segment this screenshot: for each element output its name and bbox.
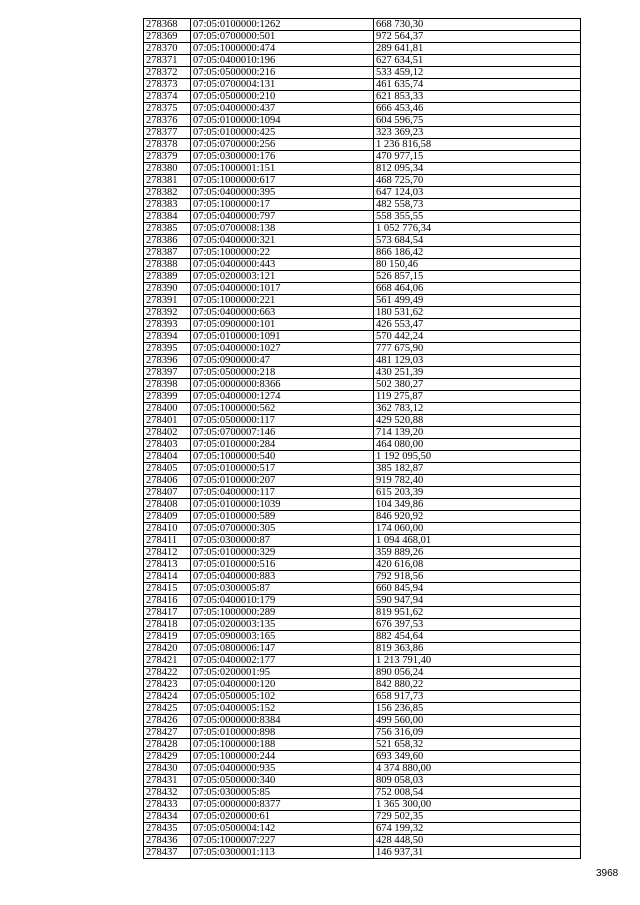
cadastral-value-cell: 919 782,40 [374,475,581,487]
table-row [144,583,581,595]
table-row [144,319,581,331]
cadastral-number-cell: 07:05:0200003:121 [191,271,374,283]
table-row [144,355,581,367]
cadastral-number-cell: 07:05:1000000:562 [191,403,374,415]
cadastral-value-cell: 972 564,37 [374,31,581,43]
row-number-cell: 278412 [144,547,191,559]
row-number-cell: 278410 [144,523,191,535]
row-number-cell: 278374 [144,91,191,103]
cadastral-value-cell: 660 845,94 [374,583,581,595]
cadastral-value-cell: 156 236,85 [374,703,581,715]
cadastral-value-cell: 359 889,26 [374,547,581,559]
cadastral-number-cell: 07:05:0100000:1039 [191,499,374,511]
cadastral-value-cell: 180 531,62 [374,307,581,319]
cadastral-number-cell: 07:05:0500005:102 [191,691,374,703]
row-number-cell: 278389 [144,271,191,283]
cadastral-number-cell: 07:05:0500000:210 [191,91,374,103]
cadastral-value-cell: 80 150,46 [374,259,581,271]
cadastral-value-cell: 119 275,87 [374,391,581,403]
row-number-cell: 278396 [144,355,191,367]
row-number-cell: 278413 [144,559,191,571]
table-row [144,187,581,199]
table-row [144,811,581,823]
table-row [144,19,581,31]
cadastral-value-cell: 621 853,33 [374,91,581,103]
cadastral-value-cell: 676 397,53 [374,619,581,631]
table-row [144,799,581,811]
cadastral-number-cell: 07:05:0400000:1274 [191,391,374,403]
row-number-cell: 278400 [144,403,191,415]
cadastral-value-cell: 420 616,08 [374,559,581,571]
row-number-cell: 278381 [144,175,191,187]
table-row [144,763,581,775]
row-number-cell: 278421 [144,655,191,667]
table-row [144,835,581,847]
cadastral-number-cell: 07:05:1000000:188 [191,739,374,751]
cadastral-value-cell: 658 917,73 [374,691,581,703]
table-body [144,19,581,859]
cadastral-value-cell: 573 684,54 [374,235,581,247]
cadastral-number-cell: 07:05:0900000:47 [191,355,374,367]
row-number-cell: 278414 [144,571,191,583]
table-row [144,91,581,103]
row-number-cell: 278433 [144,799,191,811]
row-number-cell: 278397 [144,367,191,379]
row-number-cell: 278411 [144,535,191,547]
cadastral-number-cell: 07:05:0700004:131 [191,79,374,91]
row-number-cell: 278423 [144,679,191,691]
cadastral-value-cell: 521 658,32 [374,739,581,751]
cadastral-value-cell: 146 937,31 [374,847,581,859]
cadastral-value-cell: 526 857,15 [374,271,581,283]
cadastral-number-cell: 07:05:0400000:797 [191,211,374,223]
cadastral-value-cell: 430 251,39 [374,367,581,379]
table-row [144,823,581,835]
cadastral-number-cell: 07:05:0700000:256 [191,139,374,151]
row-number-cell: 278376 [144,115,191,127]
table-row [144,379,581,391]
cadastral-value-cell: 558 355,55 [374,211,581,223]
cadastral-value-cell: 890 056,24 [374,667,581,679]
cadastral-number-cell: 07:05:0100000:284 [191,439,374,451]
cadastral-value-cell: 615 203,39 [374,487,581,499]
cadastral-number-cell: 07:05:0100000:898 [191,727,374,739]
cadastral-value-cell: 1 192 095,50 [374,451,581,463]
row-number-cell: 278434 [144,811,191,823]
table-row [144,679,581,691]
cadastral-value-cell: 674 199,32 [374,823,581,835]
row-number-cell: 278403 [144,439,191,451]
cadastral-value-cell: 482 558,73 [374,199,581,211]
cadastral-value-cell: 533 459,12 [374,67,581,79]
table-row [144,415,581,427]
cadastral-number-cell: 07:05:0100000:589 [191,511,374,523]
cadastral-number-cell: 07:05:0400005:152 [191,703,374,715]
cadastral-number-cell: 07:05:1000000:244 [191,751,374,763]
cadastral-value-table [143,18,581,859]
cadastral-number-cell: 07:05:0100000:1094 [191,115,374,127]
row-number-cell: 278391 [144,295,191,307]
cadastral-number-cell: 07:05:0500000:117 [191,415,374,427]
row-number-cell: 278398 [144,379,191,391]
cadastral-value-cell: 323 369,23 [374,127,581,139]
cadastral-number-cell: 07:05:1000000:17 [191,199,374,211]
row-number-cell: 278427 [144,727,191,739]
cadastral-number-cell: 07:05:0100000:425 [191,127,374,139]
table-row [144,427,581,439]
row-number-cell: 278373 [144,79,191,91]
table-row [144,847,581,859]
cadastral-value-cell: 812 095,34 [374,163,581,175]
cadastral-number-cell: 07:05:0900000:101 [191,319,374,331]
table-row [144,79,581,91]
row-number-cell: 278405 [144,463,191,475]
cadastral-number-cell: 07:05:0100000:329 [191,547,374,559]
cadastral-number-cell: 07:05:0400000:395 [191,187,374,199]
cadastral-value-cell: 668 464,06 [374,283,581,295]
cadastral-value-cell: 1 213 791,40 [374,655,581,667]
cadastral-value-cell: 385 182,87 [374,463,581,475]
table-row [144,31,581,43]
cadastral-value-cell: 1 052 776,34 [374,223,581,235]
row-number-cell: 278401 [144,415,191,427]
cadastral-number-cell: 07:05:0700000:501 [191,31,374,43]
cadastral-value-cell: 846 920,92 [374,511,581,523]
row-number-cell: 278392 [144,307,191,319]
row-number-cell: 278380 [144,163,191,175]
row-number-cell: 278407 [144,487,191,499]
cadastral-number-cell: 07:05:0100000:1091 [191,331,374,343]
cadastral-value-cell: 647 124,03 [374,187,581,199]
cadastral-number-cell: 07:05:0400000:437 [191,103,374,115]
cadastral-number-cell: 07:05:0400010:196 [191,55,374,67]
row-number-cell: 278385 [144,223,191,235]
row-number-cell: 278429 [144,751,191,763]
cadastral-number-cell: 07:05:0500000:340 [191,775,374,787]
cadastral-value-cell: 627 634,51 [374,55,581,67]
cadastral-value-cell: 819 363,86 [374,643,581,655]
row-number-cell: 278418 [144,619,191,631]
table-row [144,523,581,535]
row-number-cell: 278386 [144,235,191,247]
table-row [144,499,581,511]
table-row [144,739,581,751]
table-row [144,103,581,115]
cadastral-number-cell: 07:05:1000000:474 [191,43,374,55]
cadastral-number-cell: 07:05:0100000:517 [191,463,374,475]
table-row [144,331,581,343]
row-number-cell: 278379 [144,151,191,163]
row-number-cell: 278416 [144,595,191,607]
table-row [144,547,581,559]
cadastral-value-cell: 499 560,00 [374,715,581,727]
cadastral-value-cell: 866 186,42 [374,247,581,259]
cadastral-number-cell: 07:05:0000000:8384 [191,715,374,727]
table-row [144,571,581,583]
row-number-cell: 278399 [144,391,191,403]
row-number-cell: 278426 [144,715,191,727]
cadastral-value-cell: 809 058,03 [374,775,581,787]
cadastral-number-cell: 07:05:0700007:146 [191,427,374,439]
cadastral-number-cell: 07:05:0000000:8377 [191,799,374,811]
cadastral-number-cell: 07:05:1000000:22 [191,247,374,259]
cadastral-number-cell: 07:05:0300000:87 [191,535,374,547]
cadastral-number-cell: 07:05:1000000:540 [191,451,374,463]
table-row [144,775,581,787]
row-number-cell: 278370 [144,43,191,55]
table-row [144,751,581,763]
cadastral-number-cell: 07:05:0400000:321 [191,235,374,247]
table-row [144,595,581,607]
table-row [144,655,581,667]
table-row [144,667,581,679]
cadastral-number-cell: 07:05:0400000:663 [191,307,374,319]
cadastral-value-cell: 570 442,24 [374,331,581,343]
table-row [144,55,581,67]
row-number-cell: 278408 [144,499,191,511]
table-row [144,727,581,739]
cadastral-number-cell: 07:05:0700000:305 [191,523,374,535]
cadastral-number-cell: 07:05:0200003:135 [191,619,374,631]
cadastral-value-cell: 729 502,35 [374,811,581,823]
row-number-cell: 278409 [144,511,191,523]
cadastral-value-cell: 426 553,47 [374,319,581,331]
row-number-cell: 278384 [144,211,191,223]
table-row [144,691,581,703]
row-number-cell: 278432 [144,787,191,799]
row-number-cell: 278436 [144,835,191,847]
table-row [144,367,581,379]
cadastral-value-cell: 561 499,49 [374,295,581,307]
row-number-cell: 278428 [144,739,191,751]
table-row [144,67,581,79]
row-number-cell: 278437 [144,847,191,859]
cadastral-value-cell: 882 454,64 [374,631,581,643]
cadastral-number-cell: 07:05:0300001:113 [191,847,374,859]
cadastral-value-cell: 842 880,22 [374,679,581,691]
cadastral-number-cell: 07:05:0800006:147 [191,643,374,655]
row-number-cell: 278387 [144,247,191,259]
table-row [144,715,581,727]
table-row [144,343,581,355]
row-number-cell: 278372 [144,67,191,79]
cadastral-number-cell: 07:05:1000000:289 [191,607,374,619]
row-number-cell: 278417 [144,607,191,619]
cadastral-number-cell: 07:05:1000007:227 [191,835,374,847]
row-number-cell: 278375 [144,103,191,115]
cadastral-value-cell: 174 060,00 [374,523,581,535]
cadastral-value-cell: 756 316,09 [374,727,581,739]
cadastral-value-cell: 693 349,60 [374,751,581,763]
row-number-cell: 278393 [144,319,191,331]
cadastral-number-cell: 07:05:0400000:1017 [191,283,374,295]
row-number-cell: 278422 [144,667,191,679]
table-row [144,451,581,463]
cadastral-number-cell: 07:05:0500000:218 [191,367,374,379]
cadastral-value-cell: 461 635,74 [374,79,581,91]
cadastral-value-cell: 1 365 300,00 [374,799,581,811]
page-number: 3968 [596,868,619,879]
table-row [144,511,581,523]
table-row [144,43,581,55]
cadastral-value-cell: 714 139,20 [374,427,581,439]
row-number-cell: 278415 [144,583,191,595]
table-row [144,139,581,151]
row-number-cell: 278368 [144,19,191,31]
cadastral-value-cell: 429 520,88 [374,415,581,427]
cadastral-number-cell: 07:05:0200001:95 [191,667,374,679]
cadastral-number-cell: 07:05:0400000:443 [191,259,374,271]
table-row [144,223,581,235]
cadastral-number-cell: 07:05:0400000:117 [191,487,374,499]
cadastral-number-cell: 07:05:0900003:165 [191,631,374,643]
row-number-cell: 278388 [144,259,191,271]
row-number-cell: 278378 [144,139,191,151]
cadastral-value-cell: 1 236 816,58 [374,139,581,151]
cadastral-number-cell: 07:05:0100000:1262 [191,19,374,31]
table-row [144,607,581,619]
row-number-cell: 278402 [144,427,191,439]
cadastral-value-cell: 464 080,00 [374,439,581,451]
cadastral-number-cell: 07:05:0200000:61 [191,811,374,823]
table-row [144,235,581,247]
row-number-cell: 278406 [144,475,191,487]
row-number-cell: 278430 [144,763,191,775]
table-row [144,127,581,139]
cadastral-value-cell: 481 129,03 [374,355,581,367]
table-row [144,163,581,175]
cadastral-number-cell: 07:05:0400002:177 [191,655,374,667]
cadastral-value-cell: 468 725,70 [374,175,581,187]
cadastral-number-cell: 07:05:0400000:935 [191,763,374,775]
table-row [144,403,581,415]
row-number-cell: 278431 [144,775,191,787]
table-row [144,199,581,211]
row-number-cell: 278420 [144,643,191,655]
row-number-cell: 278404 [144,451,191,463]
row-number-cell: 278419 [144,631,191,643]
row-number-cell: 278425 [144,703,191,715]
row-number-cell: 278383 [144,199,191,211]
table-row [144,391,581,403]
table-row [144,295,581,307]
cadastral-value-cell: 792 918,56 [374,571,581,583]
cadastral-value-cell: 666 453,46 [374,103,581,115]
cadastral-number-cell: 07:05:0100000:207 [191,475,374,487]
cadastral-value-cell: 819 951,62 [374,607,581,619]
cadastral-number-cell: 07:05:0500004:142 [191,823,374,835]
cadastral-value-cell: 590 947,94 [374,595,581,607]
cadastral-value-cell: 470 977,15 [374,151,581,163]
cadastral-value-cell: 362 783,12 [374,403,581,415]
cadastral-number-cell: 07:05:0000000:8366 [191,379,374,391]
row-number-cell: 278394 [144,331,191,343]
row-number-cell: 278382 [144,187,191,199]
cadastral-number-cell: 07:05:0400000:120 [191,679,374,691]
table-row [144,559,581,571]
cadastral-value-cell: 668 730,30 [374,19,581,31]
cadastral-number-cell: 07:05:1000000:221 [191,295,374,307]
cadastral-number-cell: 07:05:0300005:85 [191,787,374,799]
table-row [144,283,581,295]
cadastral-value-cell: 4 374 880,00 [374,763,581,775]
cadastral-value-cell: 1 094 468,01 [374,535,581,547]
row-number-cell: 278390 [144,283,191,295]
table-row [144,787,581,799]
cadastral-value-cell: 777 675,90 [374,343,581,355]
cadastral-number-cell: 07:05:0400000:1027 [191,343,374,355]
table-row [144,487,581,499]
table-row [144,631,581,643]
row-number-cell: 278369 [144,31,191,43]
cadastral-value-cell: 502 380,27 [374,379,581,391]
row-number-cell: 278377 [144,127,191,139]
table-row [144,151,581,163]
row-number-cell: 278435 [144,823,191,835]
cadastral-number-cell: 07:05:0300005:87 [191,583,374,595]
cadastral-value-cell: 289 641,81 [374,43,581,55]
table-row [144,259,581,271]
table-row [144,211,581,223]
table-row [144,703,581,715]
cadastral-value-cell: 104 349,86 [374,499,581,511]
row-number-cell: 278395 [144,343,191,355]
cadastral-number-cell: 07:05:0700008:138 [191,223,374,235]
cadastral-value-cell: 428 448,50 [374,835,581,847]
table-row [144,307,581,319]
table-row [144,535,581,547]
cadastral-value-cell: 752 008,54 [374,787,581,799]
cadastral-number-cell: 07:05:0100000:516 [191,559,374,571]
table-row [144,619,581,631]
table-row [144,463,581,475]
cadastral-number-cell: 07:05:0500000:216 [191,67,374,79]
cadastral-number-cell: 07:05:1000000:617 [191,175,374,187]
row-number-cell: 278424 [144,691,191,703]
cadastral-number-cell: 07:05:0300000:176 [191,151,374,163]
cadastral-number-cell: 07:05:0400010:179 [191,595,374,607]
cadastral-number-cell: 07:05:0400000:883 [191,571,374,583]
table-row [144,271,581,283]
table-row [144,643,581,655]
table-row [144,439,581,451]
cadastral-value-cell: 604 596,75 [374,115,581,127]
cadastral-number-cell: 07:05:1000001:151 [191,163,374,175]
table-row [144,175,581,187]
table-row [144,115,581,127]
table-row [144,247,581,259]
row-number-cell: 278371 [144,55,191,67]
table-row [144,475,581,487]
